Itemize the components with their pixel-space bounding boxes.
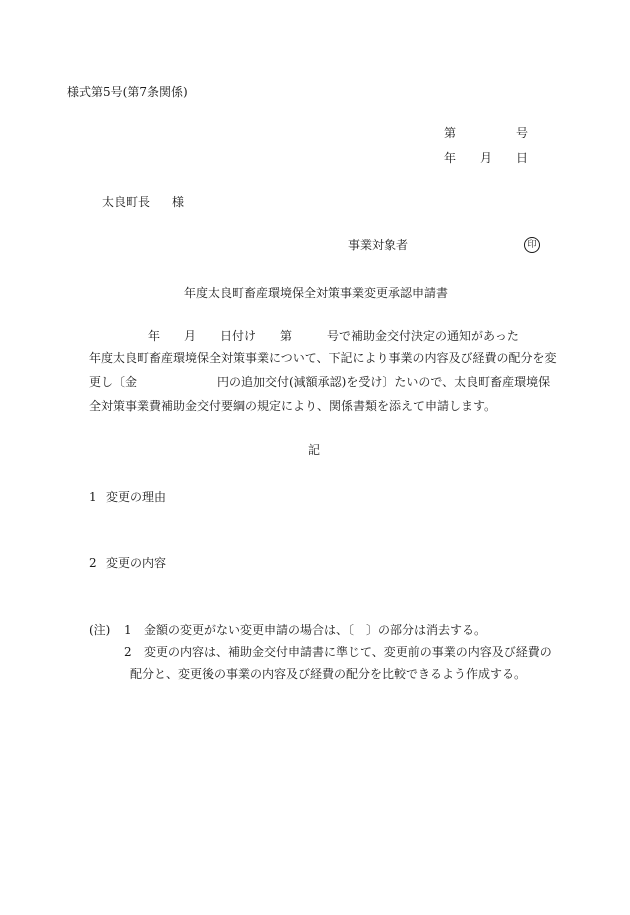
date-month: 月	[480, 151, 493, 165]
body-line3-rest: 円の追加交付(減額承認)を受け〕たいので、太良町畜産環境保	[217, 375, 551, 389]
ki-heading: 記	[308, 443, 321, 457]
item-2-label: 変更の内容	[106, 556, 167, 570]
form-number: 様式第5号(第7条関係)	[67, 85, 188, 99]
body-line1-year: 年	[148, 329, 161, 343]
doc-number-dai: 第	[444, 126, 457, 140]
note-1-text: 金額の変更がない変更申請の場合は、〔 〕の部分は消去する。	[144, 623, 487, 637]
body-line1-dai: 第	[280, 329, 293, 343]
item-1-number: 1	[89, 490, 97, 504]
note-2-number: 2	[124, 645, 132, 659]
seal-icon: 印	[524, 237, 540, 253]
page-title: 年度太良町畜産環境保全対策事業変更承認申請書	[184, 286, 449, 300]
doc-number-go: 号	[516, 126, 529, 140]
notes-label: (注)	[89, 623, 111, 637]
body-line1-rest: 号で補助金交付決定の通知があった	[327, 329, 519, 343]
body-line1-dated: 日付け	[220, 329, 257, 343]
item-2-number: 2	[89, 556, 97, 570]
addressee-sama: 様	[172, 195, 185, 209]
body-line4: 全対策事業費補助金交付要綱の規定により、関係書類を添えて申請します。	[89, 399, 497, 413]
note-1-number: 1	[124, 623, 132, 637]
item-1-label: 変更の理由	[106, 490, 167, 504]
body-line1-month: 月	[184, 329, 197, 343]
body-line2: 年度太良町畜産環境保全対策事業について、下記により事業の内容及び経費の配分を変	[89, 351, 557, 365]
note-2-text-line2: 配分と、変更後の事業の内容及び経費の配分を比較できるよう作成する。	[130, 667, 527, 681]
date-day: 日	[516, 151, 529, 165]
note-2-text-line1: 変更の内容は、補助金交付申請書に準じて、変更前の事業の内容及び経費の	[144, 645, 552, 659]
date-year: 年	[444, 151, 457, 165]
addressee-name: 太良町長	[102, 195, 151, 209]
applicant-label: 事業対象者	[348, 238, 409, 252]
body-line3-start: 更し〔金	[89, 375, 138, 389]
seal-mark	[524, 237, 540, 253]
